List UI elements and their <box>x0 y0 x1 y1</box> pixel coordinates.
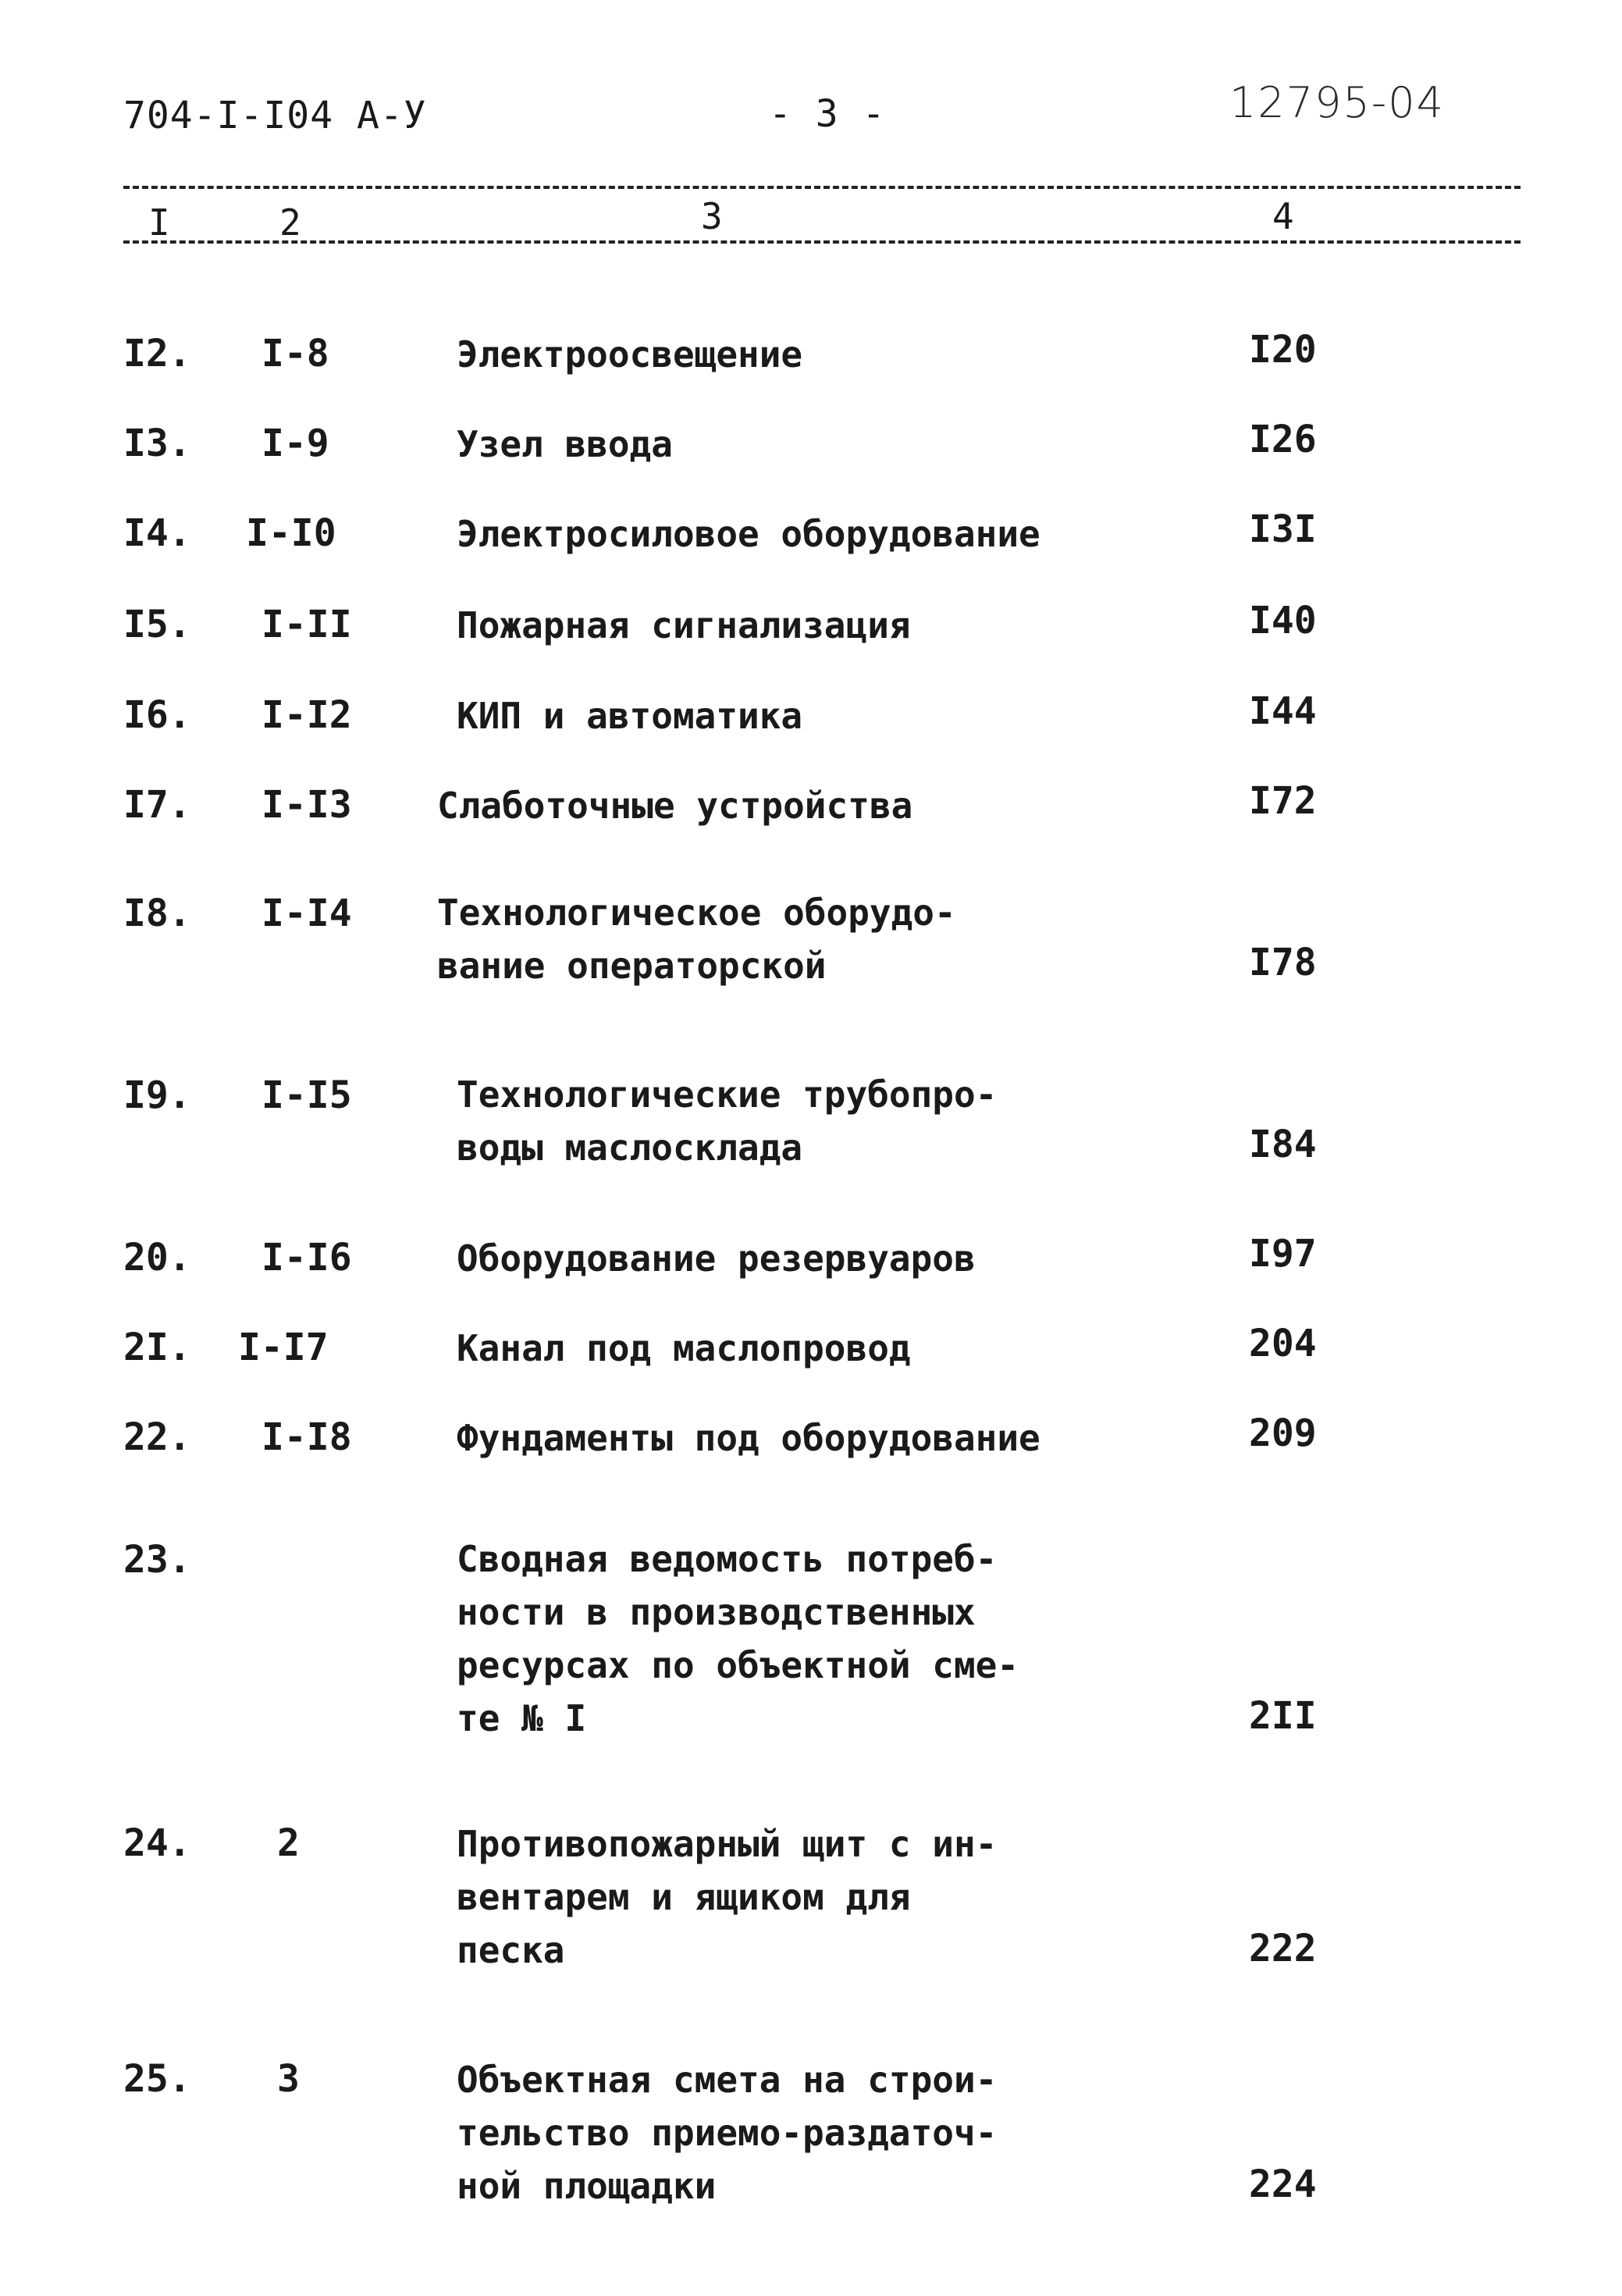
row-title: КИП и автоматика <box>457 695 803 737</box>
row-number: I3. <box>123 422 191 465</box>
row-page: I40 <box>1249 599 1317 643</box>
row-number: I8. <box>123 892 191 935</box>
row-code: I-I2 <box>261 693 352 737</box>
row-number: I6. <box>123 693 191 737</box>
row-code: I-9 <box>261 422 329 465</box>
column-1-label: I <box>148 201 170 244</box>
row-page: I84 <box>1249 1123 1317 1166</box>
row-title: Пожарная сигнализация <box>457 604 911 646</box>
row-number: I7. <box>123 783 191 827</box>
row-title: Объектная смета на строи- тельство приемо-раздаточ- ной площадки <box>457 2059 998 2207</box>
row-number: 24. <box>123 1821 191 1865</box>
row-page: I72 <box>1249 779 1317 823</box>
row-page: 222 <box>1249 1927 1317 1970</box>
row-title: Слаботочные устройства <box>437 785 913 827</box>
header-rule-bottom <box>123 240 1521 244</box>
row-title: Электроосвещение <box>457 333 803 376</box>
page-number: - 3 - <box>769 92 886 136</box>
row-number: 20. <box>123 1236 191 1280</box>
row-title: Оборудование резервуаров <box>457 1237 976 1280</box>
row-number: 23. <box>123 1538 191 1582</box>
row-number: 22. <box>123 1415 191 1459</box>
row-code: 2 <box>277 1821 300 1865</box>
row-page: I26 <box>1249 418 1317 461</box>
row-page: I44 <box>1249 689 1317 733</box>
row-code: I-I7 <box>238 1326 329 1369</box>
row-page: I3I <box>1249 507 1317 551</box>
row-page: I20 <box>1249 328 1317 372</box>
row-code: I-I4 <box>261 892 352 935</box>
row-page: 224 <box>1249 2163 1317 2206</box>
row-code: I-I0 <box>246 511 336 555</box>
row-code: I-II <box>261 603 352 646</box>
handwritten-archive-number: 12795-04 <box>1229 78 1445 127</box>
row-title: Канал под маслопровод <box>457 1327 911 1369</box>
row-code: I-I8 <box>261 1415 352 1459</box>
row-title: Технологические трубопро- воды маслосклада <box>457 1073 998 1169</box>
row-title: Технологическое оборудо- вание операторской <box>437 892 956 987</box>
column-3-label: 3 <box>701 195 723 237</box>
row-number: 25. <box>123 2057 191 2101</box>
row-code: I-I6 <box>261 1236 352 1280</box>
column-4-label: 4 <box>1272 195 1294 237</box>
row-page: 204 <box>1249 1322 1317 1365</box>
row-number: I4. <box>123 511 191 555</box>
row-title: Электросиловое оборудование <box>457 513 1040 555</box>
row-title: Узел ввода <box>457 423 673 465</box>
row-code: I-I5 <box>261 1073 352 1117</box>
row-code: I-8 <box>261 332 329 376</box>
row-number: I9. <box>123 1073 191 1117</box>
row-code: 3 <box>277 2057 300 2101</box>
row-code: I-I3 <box>261 783 352 827</box>
row-page: I97 <box>1249 1232 1317 1276</box>
row-title: Противопожарный щит с ин- вентарем и ящиком для песка <box>457 1823 998 1971</box>
row-title: Фундаменты под оборудование <box>457 1417 1040 1459</box>
row-number: I2. <box>123 332 191 376</box>
header-rule-top <box>123 186 1521 189</box>
row-page: 209 <box>1249 1411 1317 1455</box>
row-title: Сводная ведомость потреб- ности в производственных ресурсах по объектной сме- те № I <box>457 1538 1019 1739</box>
column-2-label: 2 <box>279 201 301 244</box>
row-number: I5. <box>123 603 191 646</box>
document-code: 704-I-I04 А-У <box>123 94 427 137</box>
row-page: I78 <box>1249 941 1317 984</box>
row-page: 2II <box>1249 1694 1317 1738</box>
row-number: 2I. <box>123 1326 191 1369</box>
